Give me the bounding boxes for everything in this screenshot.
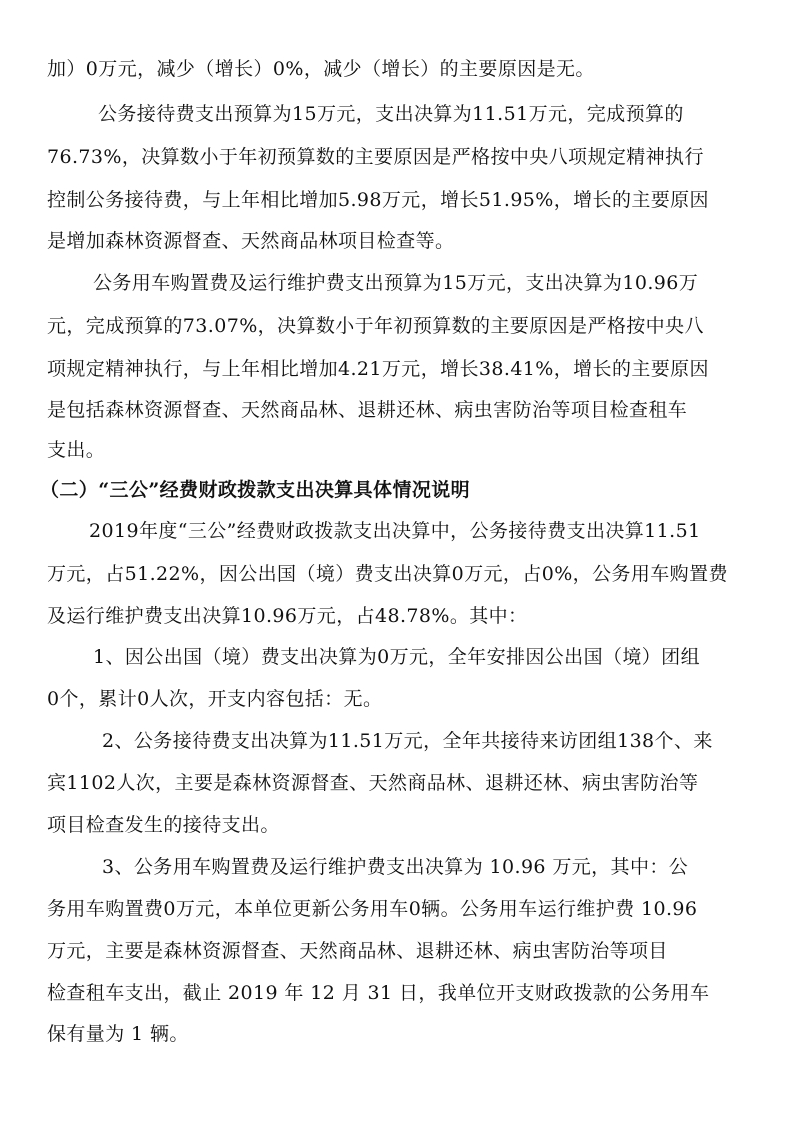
paragraph-line: 公务接待费支出预算为15万元，支出决算为11.51万元，完成预算的	[98, 103, 684, 125]
paragraph-line: 支出。	[47, 439, 106, 461]
list-item: 3、公务用车购置费及运行维护费支出决算为 10.96 万元，其中：公	[102, 856, 689, 878]
paragraph-line: 万元，主要是森林资源督查、天然商品林、退耕还林、病虫害防治等项目	[47, 940, 668, 962]
paragraph-line: 公务用车购置费及运行维护费支出预算为15万元，支出决算为10.96万	[93, 272, 699, 294]
paragraph-line: 加）0万元，减少（增长）0%，减少（增长）的主要原因是无。	[47, 58, 595, 80]
paragraph-line: 项目检查发生的接待支出。	[47, 814, 280, 836]
paragraph-line: 及运行维护费支出决算10.96万元，占48.78%。其中：	[47, 605, 528, 627]
paragraph-line: 项规定精神执行，与上年相比增加4.21万元，增长38.41%，增长的主要原因	[47, 358, 709, 380]
paragraph-line: 务用车购置费0万元，本单位更新公务用车0辆。公务用车运行维护费 10.96	[47, 898, 698, 920]
paragraph-line: 76.73%，决算数小于年初预算数的主要原因是严格按中央八项规定精神执行	[47, 146, 704, 168]
paragraph-line: 控制公务接待费，与上年相比增加5.98万元，增长51.95%，增长的主要原因	[47, 189, 709, 211]
list-item: 2、公务接待费支出决算为11.51万元，全年共接待来访团组138个、来	[102, 730, 713, 752]
paragraph-line: 万元，占51.22%，因公出国（境）费支出决算0万元，占0%，公务用车购置费	[47, 563, 728, 585]
paragraph-line: 元，完成预算的73.07%，决算数小于年初预算数的主要原因是严格按中央八	[47, 315, 704, 337]
paragraph-line: 检查租车支出，截止 2019 年 12 月 31 日，我单位开支财政拨款的公务用车	[47, 982, 710, 1004]
section-heading: （二）“三公”经费财政拨款支出决算具体情况说明	[40, 479, 471, 501]
paragraph-line: 2019年度“三公”经费财政拨款支出决算中，公务接待费支出决算11.51	[89, 520, 701, 542]
paragraph-line: 保有量为 1 辆。	[47, 1023, 189, 1045]
paragraph-line: 0个，累计0人次，开支内容包括：无。	[47, 688, 383, 710]
list-item: 1、因公出国（境）费支出决算为0万元，全年安排因公出国（境）团组	[93, 646, 700, 668]
paragraph-line: 宾1102人次，主要是森林资源督查、天然商品林、退耕还林、病虫害防治等	[47, 772, 699, 794]
paragraph-line: 是增加森林资源督查、天然商品林项目检查等。	[47, 230, 455, 252]
paragraph-line: 是包括森林资源督查、天然商品林、退耕还林、病虫害防治等项目检查租车	[47, 399, 688, 421]
